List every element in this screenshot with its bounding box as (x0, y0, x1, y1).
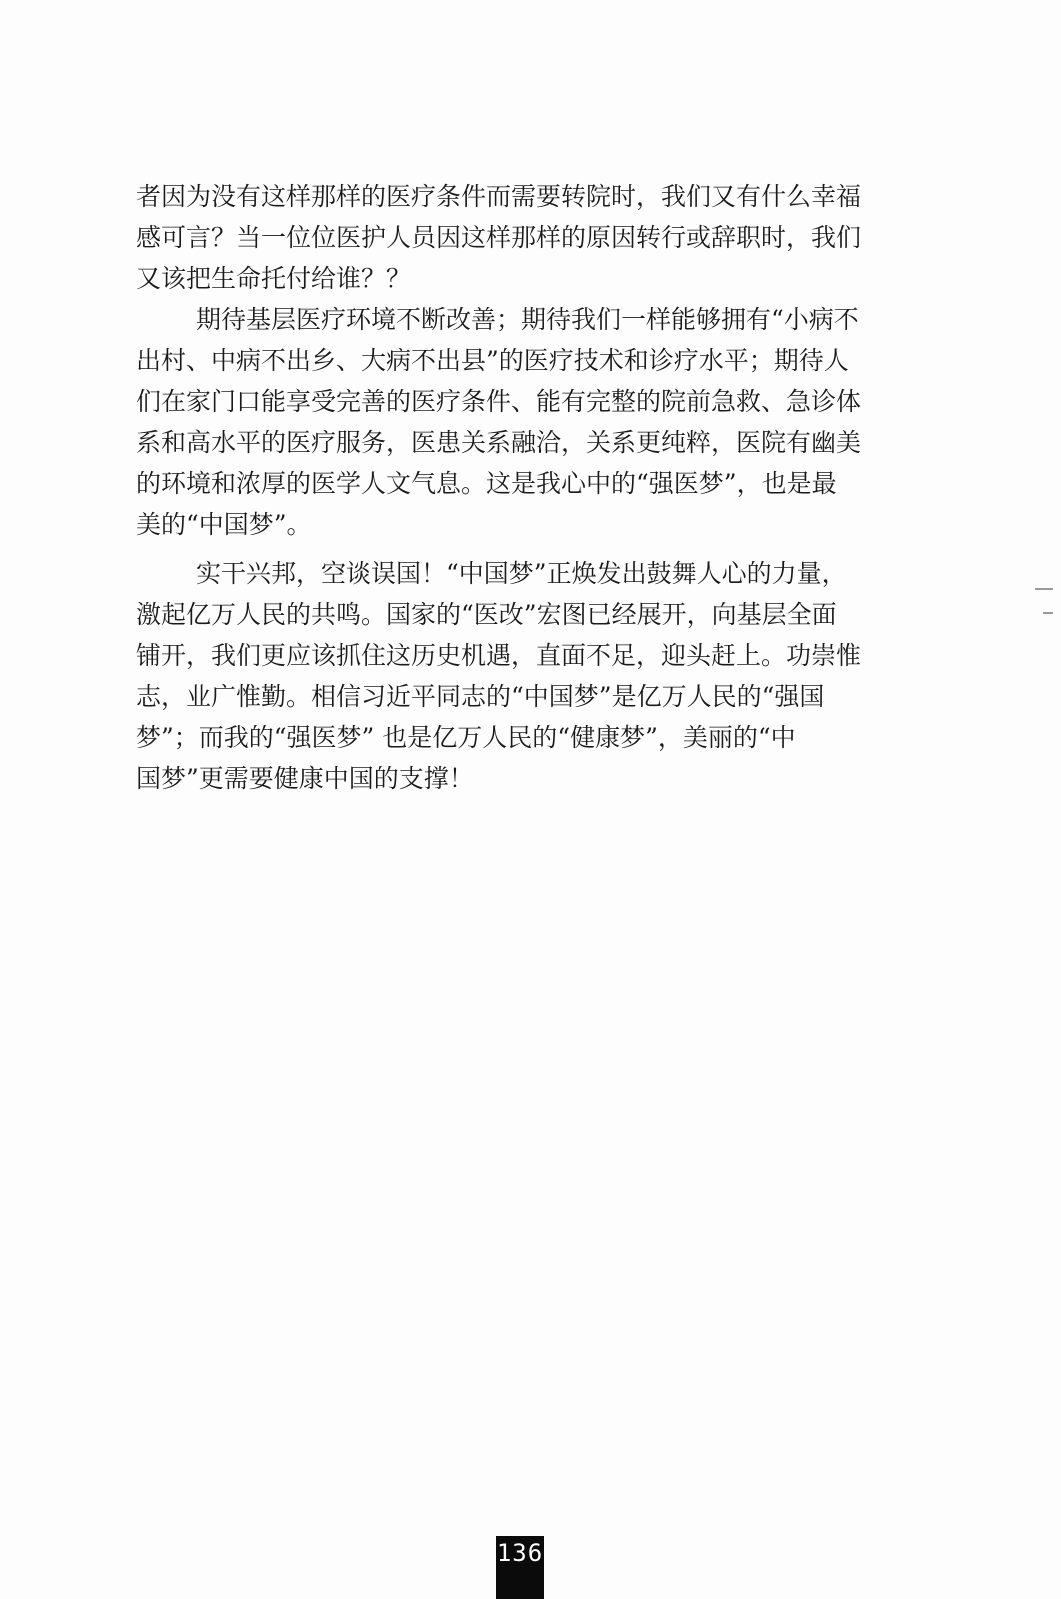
text-line (136, 717, 936, 758)
paragraph-gap (136, 545, 936, 553)
text-line (136, 676, 936, 717)
line-text: 的环境和浓厚的医学人文气息。这是我心中的“强医梦”，也是最 (136, 469, 837, 498)
text-line (136, 422, 936, 463)
line-text: 铺开，我们更应该抓住这历史机遇，直面不足，迎头赶上。功崇惟 (136, 641, 862, 670)
line-text: 感可言？当一位位医护人员因这样那样的原因转行或辞职时，我们 (136, 223, 862, 252)
text-line (136, 463, 936, 504)
page-number: 136 (496, 1536, 544, 1599)
scan-edge-mark (1043, 612, 1053, 614)
text-line (136, 299, 936, 340)
text-line (136, 217, 936, 258)
text-line (136, 553, 936, 594)
line-text: 国梦”更需要健康中国的支撑！ (136, 764, 474, 793)
line-text: 期待基层医疗环境不断改善；期待我们一样能够拥有“小病不 (196, 305, 859, 334)
line-text: 志，业广惟勤。相信习近平同志的“中国梦”是亿万人民的“强国 (136, 682, 825, 711)
text-line (136, 635, 936, 676)
line-text: 们在家门口能享受完善的医疗条件、能有完整的院前急救、急诊体 (136, 387, 862, 416)
line-text: 梦”；而我的“强医梦” 也是亿万人民的“健康梦”，美丽的“中 (136, 723, 796, 752)
scan-edge-mark (1035, 588, 1053, 590)
body-text (136, 176, 936, 799)
line-text: 实干兴邦，空谈误国！“中国梦”正焕发出鼓舞人心的力量， (196, 559, 847, 588)
text-line (136, 758, 936, 799)
text-line (136, 176, 936, 217)
line-text: 又该把生命托付给谁？？ (136, 264, 412, 293)
line-text: 出村、中病不出乡、大病不出县”的医疗技术和诊疗水平；期待人 (136, 346, 849, 375)
text-line (136, 504, 936, 545)
text-line (136, 258, 936, 299)
text-line (136, 340, 936, 381)
line-text: 系和高水平的医疗服务，医患关系融洽，关系更纯粹，医院有幽美 (136, 428, 862, 457)
text-line (136, 381, 936, 422)
line-text: 激起亿万人民的共鸣。国家的“医改”宏图已经展开，向基层全面 (136, 600, 837, 629)
text-line (136, 594, 936, 635)
line-text: 者因为没有这样那样的医疗条件而需要转院时，我们又有什么幸福 (136, 182, 862, 211)
line-text: 美的“中国梦”。 (136, 510, 312, 539)
